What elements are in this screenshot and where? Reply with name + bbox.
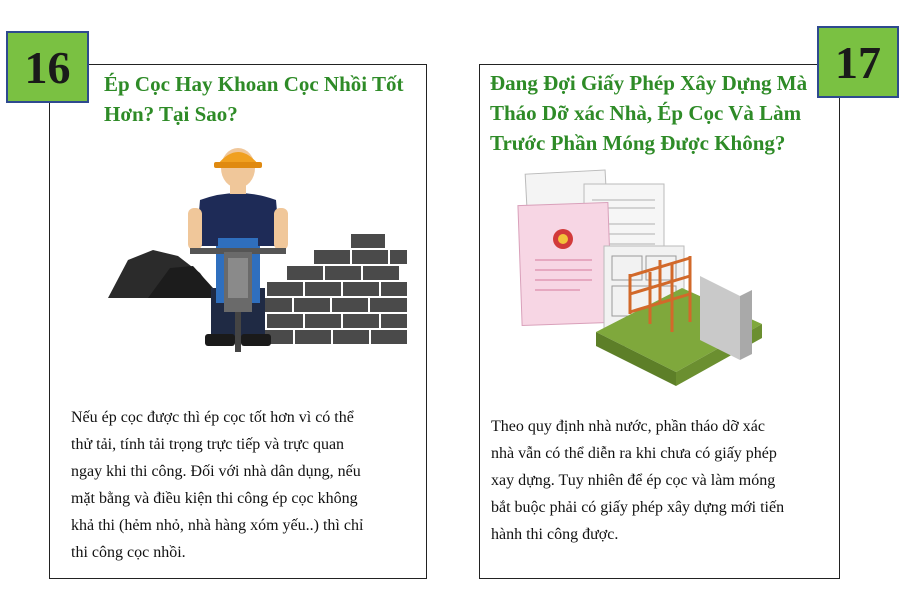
card-16-title-line-2: Hơn? Tại Sao? bbox=[104, 102, 238, 126]
number-badge-17: 17 bbox=[817, 26, 899, 98]
card-17-body-line: Theo quy định nhà nước, phần tháo dỡ xác bbox=[491, 418, 765, 435]
card-16-body-line: khả thi (hẻm nhỏ, nhà hàng xóm yếu..) thì chỉ bbox=[71, 517, 364, 534]
card-16-body-line: thử tải, tính tải trọng trực tiếp và trực quan bbox=[71, 436, 345, 453]
card-17-body-line: hành thi công được. bbox=[491, 526, 619, 543]
card-17-title-line-2: Tháo Dỡ xác Nhà, Ép Cọc Và Làm bbox=[490, 101, 802, 125]
card-17-title-line-3: Trước Phần Móng Được Không? bbox=[490, 131, 786, 155]
card-17-body-line: nhà vẫn có thể diễn ra khi chưa có giấy phép bbox=[491, 445, 777, 462]
card-16-body-line: mặt bằng và điều kiện thi công ép cọc không bbox=[71, 490, 358, 507]
card-16-title bbox=[104, 69, 416, 129]
card-17-title bbox=[490, 68, 815, 158]
card-16-body bbox=[71, 404, 411, 566]
card-16-body-line: ngay khi thi công. Đối với nhà dân dụng, nếu bbox=[71, 463, 361, 480]
card-16-title-line-1: Ép Cọc Hay Khoan Cọc Nhồi Tốt bbox=[104, 72, 404, 96]
permit-foundation-illustration bbox=[500, 164, 762, 404]
card-17-body-line: bắt buộc phải có giấy phép xây dựng mới tiến bbox=[491, 499, 785, 516]
card-17-body-line: xay dựng. Tuy nhiên để ép cọc và làm móng bbox=[491, 472, 776, 489]
number-badge-16: 16 bbox=[6, 31, 89, 103]
card-17-body bbox=[491, 413, 829, 548]
worker-jackhammer-illustration bbox=[108, 138, 408, 360]
card-16-body-line: thi công cọc nhồi. bbox=[71, 544, 186, 561]
card-16-body-line: Nếu ép cọc được thì ép cọc tốt hơn vì có thể bbox=[71, 409, 354, 426]
card-17-title-line-1: Đang Đợi Giấy Phép Xây Dựng Mà bbox=[490, 71, 808, 95]
